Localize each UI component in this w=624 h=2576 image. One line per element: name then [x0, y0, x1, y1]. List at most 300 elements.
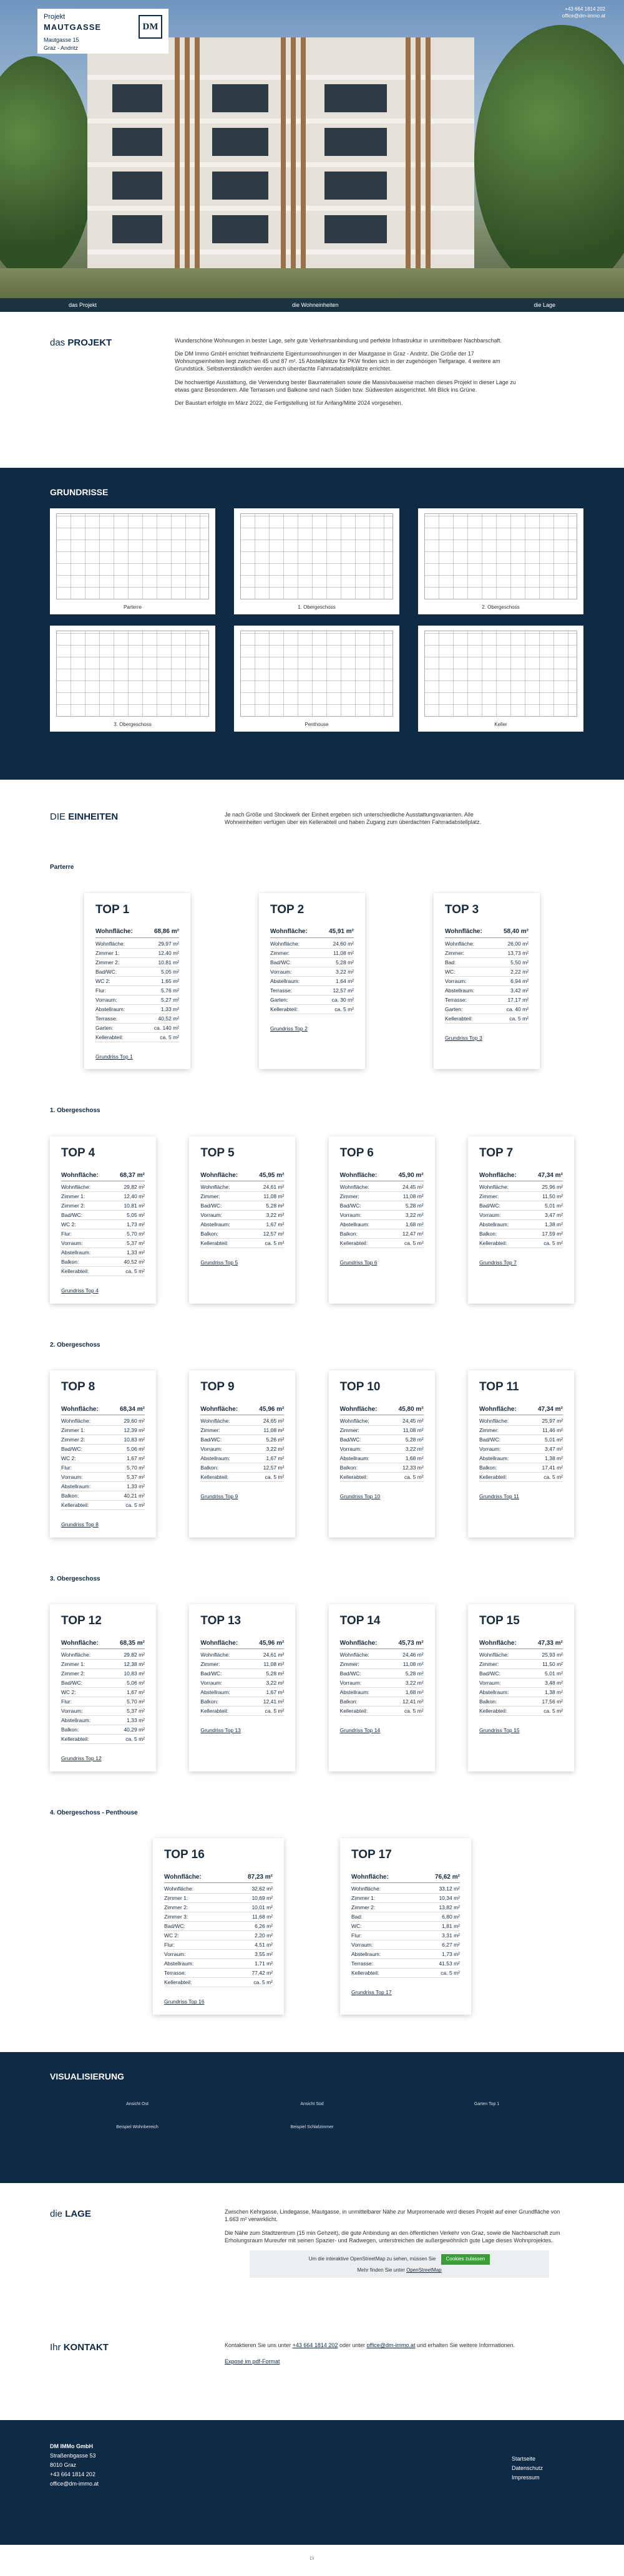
unit-title: TOP 17 — [351, 1848, 392, 1862]
unit-card — [259, 893, 365, 1070]
footer-link-impressum[interactable]: Impressum — [511, 2474, 540, 2481]
plan-caption: Parterre — [124, 604, 142, 611]
unit-room-row: Abstellraum: 1,67 m² — [200, 1688, 284, 1697]
unit-card — [189, 1370, 295, 1537]
floorplan-drawing — [240, 513, 393, 599]
header-email[interactable]: office@dm-immo.at — [562, 12, 605, 19]
unit-room-row: Kellerabteil: ca. 5 m² — [164, 1978, 273, 1987]
plans-grid — [50, 508, 574, 732]
unit-room-row: Kellerabteil: ca. 5 m² — [200, 1707, 284, 1716]
unit-title: TOP 1 — [95, 903, 130, 916]
unit-room-row: Zimmer 2: 10,83 m² — [61, 1435, 145, 1445]
unit-room-row: Wohnfläche: 29,60 m² — [61, 1416, 145, 1426]
unit-room-row: Zimmer 3: 11,68 m² — [164, 1912, 273, 1922]
footer-company: DM IMMo GmbH — [50, 2443, 93, 2449]
floorplan-drawing — [56, 513, 209, 599]
unit-title: TOP 6 — [339, 1146, 374, 1160]
unit-room-row: Zimmer: 11,08 m² — [200, 1426, 284, 1435]
unit-room-row: Abstellraum: 1,38 m² — [479, 1454, 563, 1463]
unit-card — [189, 1136, 295, 1304]
unit-room-row: Vorraum: 3,47 m² — [479, 1211, 563, 1220]
unit-room-row: Abstellraum: 1,33 m² — [61, 1716, 145, 1725]
unit-room-row: Wohnfläche: 24,46 m² — [340, 1650, 424, 1660]
plan-keller[interactable] — [418, 626, 583, 732]
unit-room-row: Abstellraum: 1,67 m² — [200, 1220, 284, 1229]
unit-room-row: Abstellraum: 1,64 m² — [270, 977, 354, 986]
floorplan-link[interactable]: Grundriss Top 16 — [164, 1998, 205, 2005]
unit-room-row: Kellerabteil: ca. 5 m² — [61, 1267, 145, 1276]
unit-title: TOP 13 — [200, 1614, 241, 1628]
unit-card — [50, 1370, 156, 1537]
unit-room-row: Flur: 5,70 m² — [61, 1229, 145, 1239]
unit-room-row: Wohnfläche: 29,82 m² — [61, 1183, 145, 1192]
logo-line2: MAUTGASSE — [44, 22, 102, 32]
footer-links — [512, 2454, 543, 2523]
unit-total: Wohnfläche: 47,34 m² — [479, 1171, 563, 1182]
vis-item-ansicht-sued[interactable]: Ansicht Süd — [300, 2101, 324, 2106]
unit-cards — [50, 893, 574, 1070]
visualisierung-section — [0, 2052, 624, 2183]
dm-logo-mark: DM — [139, 15, 162, 39]
floor-og1 — [50, 1106, 574, 1303]
unit-room-row: Bad/WC: 5,01 m² — [479, 1669, 563, 1678]
lage-p2: Die Nähe zum Stadtzentrum (15 min Gehzeit), die gute Anbindung an den öffentlichen Verkehr von Graz, sowie die Nachbarschaft zum Erholungsraum Mureufer mit seinen Spazier- und Radwegen, unterstreichen die außergewöhnlich gute Lage dieses Wohnprojektes. — [225, 2230, 560, 2244]
floor-label: 2. Obergeschoss — [50, 1341, 100, 1349]
unit-room-row: Bad/WC: 5,06 m² — [61, 1445, 145, 1454]
unit-room-row: Kellerabteil: ca. 5 m² — [270, 1005, 354, 1014]
kontakt-title: Ihr KONTAKT — [50, 2341, 109, 2353]
unit-cards — [50, 1370, 574, 1537]
einheiten-section — [0, 780, 624, 2015]
unit-room-row: Flur: 4,51 m² — [164, 1940, 273, 1950]
lage-title: die LAGE — [50, 2208, 91, 2219]
unit-room-row: Flur: 3,31 m² — [351, 1931, 460, 1940]
unit-room-row: Bad/WC: 6,26 m² — [164, 1922, 273, 1931]
unit-room-row: Abstellraum: 1,73 m² — [351, 1950, 460, 1959]
unit-room-row: Abstellraum: 1,33 m² — [61, 1248, 145, 1257]
unit-total: Wohnfläche: 47,33 m² — [479, 1639, 563, 1650]
plan-og1[interactable] — [234, 508, 399, 614]
unit-room-row: Terrasse: 12,57 m² — [270, 986, 354, 995]
floorplan-link[interactable]: Grundriss Top 9 — [200, 1493, 238, 1500]
kontakt-section — [0, 2327, 624, 2420]
unit-room-row: Abstellraum: 3,42 m² — [445, 986, 529, 995]
unit-room-row: Zimmer: 11,08 m² — [270, 949, 354, 958]
unit-room-row: Abstellraum: 1,38 m² — [479, 1688, 563, 1697]
grundrisse-section — [0, 468, 624, 780]
osm-text: Um die interaktive OpenStreetMap zu sehen, müssen Sie — [308, 2256, 436, 2262]
floorplan-link[interactable]: Grundriss Top 17 — [351, 1989, 392, 1996]
osm-consent-box — [250, 2250, 549, 2278]
projekt-title: das PROJEKT — [50, 337, 112, 348]
footer-link-datenschutz[interactable]: Datenschutz — [511, 2464, 543, 2471]
hero-nav — [0, 298, 624, 312]
unit-room-row: Wohnfläche: 24,61 m² — [200, 1183, 284, 1192]
unit-room-row: Kellerabteil: ca. 5 m² — [61, 1735, 145, 1744]
unit-room-row: Kellerabteil: ca. 5 m² — [200, 1473, 284, 1482]
floor-label: 4. Obergeschoss - Penthouse — [50, 1809, 138, 1816]
logo-line1: Projekt — [44, 13, 66, 21]
unit-room-row: Abstellraum: 1,67 m² — [200, 1454, 284, 1463]
unit-room-row: Bad/WC: 5,01 m² — [479, 1201, 563, 1211]
unit-total: Wohnfläche: 45,96 m² — [200, 1639, 284, 1650]
unit-room-row: Vorraum: 3,22 m² — [270, 967, 354, 977]
grundrisse-title: GRUNDRISSE — [50, 487, 109, 497]
unit-room-row: WC 2: 1,67 m² — [61, 1688, 145, 1697]
unit-card — [434, 893, 540, 1070]
floorplan-link[interactable]: Grundriss Top 11 — [479, 1493, 519, 1500]
unit-room-row: Bad/WC: 5,01 m² — [479, 1435, 563, 1445]
footer-city: 8010 Graz — [50, 2461, 77, 2468]
unit-room-row: Vorraum: 3,22 m² — [340, 1445, 424, 1454]
unit-title: TOP 16 — [164, 1848, 205, 1862]
project-logo[interactable] — [37, 9, 168, 54]
plan-penthouse[interactable] — [234, 626, 399, 732]
unit-card — [189, 1604, 295, 1771]
unit-room-row: Garten: ca. 140 m² — [95, 1024, 179, 1033]
plan-caption: 2. Obergeschoss — [482, 604, 520, 611]
unit-card — [84, 893, 190, 1070]
floorplan-link[interactable]: Grundriss Top 8 — [61, 1521, 99, 1528]
logo-line4: Graz - Andritz — [44, 44, 79, 51]
unit-total: Wohnfläche: 68,34 m² — [61, 1405, 145, 1416]
unit-room-row: Vorraum: 3,22 m² — [340, 1678, 424, 1688]
unit-room-row: Balkon: 40,29 m² — [61, 1725, 145, 1735]
unit-room-row: Vorraum: 5,27 m² — [95, 995, 179, 1005]
floorplan-link[interactable]: Grundriss Top 3 — [445, 1034, 482, 1041]
unit-room-row: Vorraum: 3,48 m² — [479, 1678, 563, 1688]
unit-room-row: Zimmer: 11,46 m² — [479, 1426, 563, 1435]
einheiten-intro: Je nach Größe und Stockwerk der Einheit ergeben sich unterschiedliche Ausstattungsvarianten. Alle Wohneinheiten verfügen über ein Kellerabteil und haben Zugang zum überdachten Fahrradabstellplatz. — [225, 811, 482, 826]
unit-total: Wohnfläche: 87,23 m² — [164, 1873, 273, 1884]
nav-item-projekt[interactable]: das Projekt — [69, 301, 97, 308]
unit-room-row: Balkon: 17,56 m² — [479, 1697, 563, 1707]
plan-caption: 3. Obergeschoss — [114, 722, 152, 728]
unit-room-row: Wohnfläche: 25,96 m² — [479, 1183, 563, 1192]
floorplan-link[interactable]: Grundriss Top 4 — [61, 1287, 99, 1294]
unit-room-row: Vorraum: 6,94 m² — [445, 977, 529, 986]
floor-label: Parterre — [50, 864, 74, 871]
plan-og2[interactable] — [418, 508, 583, 614]
nav-item-wohneinheiten[interactable]: die Wohneinheiten — [292, 301, 339, 308]
footer — [0, 2420, 624, 2545]
unit-room-row: Zimmer 2: 10,81 m² — [61, 1201, 145, 1211]
nav-item-lage[interactable]: die Lage — [534, 301, 555, 308]
unit-room-row: Terrasse: 77,42 m² — [164, 1968, 273, 1978]
unit-total: Wohnfläche: 68,86 m² — [95, 927, 179, 938]
unit-room-row: Bad/WC: 5,28 m² — [340, 1201, 424, 1211]
projekt-p4: Der Baustart erfolgte im März 2022, die Fertigstellung ist für Anfang/Mitte 2024 vorgesehen. — [175, 399, 403, 406]
unit-room-row: WC 2: 2,20 m² — [164, 1931, 273, 1940]
unit-total: Wohnfläche: 45,73 m² — [340, 1639, 424, 1650]
unit-room-row: Garten: ca. 30 m² — [270, 995, 354, 1005]
unit-room-row: Vorraum: 6,27 m² — [351, 1940, 460, 1950]
floorplan-link[interactable]: Grundriss Top 7 — [479, 1259, 517, 1266]
unit-room-row: WC: 2,22 m² — [445, 967, 529, 977]
unit-title: TOP 12 — [61, 1614, 102, 1628]
unit-room-row: Bad/WC: 5,26 m² — [200, 1435, 284, 1445]
unit-total: Wohnfläche: 45,96 m² — [200, 1405, 284, 1416]
unit-cards — [50, 1604, 574, 1771]
osm-link[interactable]: OpenStreetMap — [406, 2267, 442, 2273]
footer-phone[interactable]: +43 664 1814 202 — [50, 2471, 95, 2477]
unit-room-row: WC: 1,81 m² — [351, 1922, 460, 1931]
unit-room-row: WC 2: 1,73 m² — [61, 1220, 145, 1229]
unit-title: TOP 14 — [339, 1614, 381, 1628]
unit-room-row: Balkon: 12,41 m² — [340, 1697, 424, 1707]
unit-total: Wohnfläche: 58,40 m² — [445, 927, 529, 938]
projekt-p2: Die DM Immo GmbH errichtet freifinanzierte Eigentumswohnungen in der Mautgasse in Graz - Andritz. Die Größe der 17 Wohnungseinheiten liegt zwischen 45 und 87 m². 15 Abstellplätze für PKW finden sich in der zugehörigen Tiefgarage. 4 weitere am Grundstück. Selbstverständlich werden auch überdachte Fahrradabstellplätze errichtet. — [175, 351, 500, 372]
unit-room-row: Wohnfläche: 24,45 m² — [340, 1183, 424, 1192]
hero-header — [0, 0, 624, 312]
unit-room-row: Vorraum: 3,22 m² — [200, 1678, 284, 1688]
unit-room-row: Abstellraum: 1,33 m² — [95, 1005, 179, 1014]
lage-p1: Zwischen Kehrgasse, Lindegasse, Mautgasse, in unmittelbarer Nähe zur Murpromenade wird dieses Projekt auf einer Grundfläche von 1.663 m² verwirklicht. — [225, 2208, 560, 2222]
unit-room-row: Balkon: 12,33 m² — [340, 1463, 424, 1473]
unit-room-row: Balkon: 40,21 m² — [61, 1491, 145, 1501]
plan-og3[interactable] — [50, 626, 215, 732]
unit-room-row: Zimmer 1: 12,40 m² — [95, 949, 179, 958]
kontakt-text: Kontaktieren Sie uns unter +43 664 1814 202 oder unter office@dm-immo.at und erhalten Sie weitere Informationen. — [225, 2341, 515, 2348]
unit-room-row: Kellerabteil: ca. 5 m² — [445, 1014, 529, 1024]
unit-room-row: Kellerabteil: ca. 5 m² — [479, 1239, 563, 1248]
unit-room-row: Bad/WC: 5,28 m² — [200, 1669, 284, 1678]
unit-room-row: Terrasse: 41,53 m² — [351, 1959, 460, 1968]
unit-room-row: Bad/WC: 5,05 m² — [61, 1211, 145, 1220]
header-phone[interactable]: +43 664 1814 202 — [565, 6, 605, 12]
unit-room-row: Abstellraum: 1,68 m² — [340, 1688, 424, 1697]
lage-section — [0, 2183, 624, 2327]
unit-room-row: Balkon: 12,57 m² — [200, 1463, 284, 1473]
vis-item-garten-top1[interactable]: Garten Top 1 — [474, 2101, 500, 2106]
unit-room-row: Zimmer 1: 12,39 m² — [61, 1426, 145, 1435]
floorplan-link[interactable]: Grundriss Top 14 — [339, 1727, 381, 1734]
unit-room-row: Zimmer 1: 10,34 m² — [351, 1894, 460, 1903]
unit-room-row: Bad/WC: 5,28 m² — [340, 1435, 424, 1445]
floorplan-link[interactable]: Grundriss Top 13 — [200, 1727, 241, 1734]
unit-room-row: Zimmer: 11,50 m² — [479, 1192, 563, 1201]
unit-room-row: Zimmer 2: 10,01 m² — [164, 1903, 273, 1912]
unit-card — [329, 1370, 435, 1537]
unit-room-row: Zimmer: 11,08 m² — [340, 1426, 424, 1435]
unit-card — [340, 1838, 471, 2015]
bottom-credit: DI — [310, 2556, 314, 2561]
unit-room-row: Zimmer 2: 10,83 m² — [61, 1669, 145, 1678]
plan-caption: Keller — [494, 722, 507, 728]
unit-card — [329, 1136, 435, 1304]
cookies-allow-button[interactable]: Cookies zulassen — [441, 2254, 490, 2265]
logo-line3: Mautgasse 15 — [44, 37, 79, 44]
unit-total: Wohnfläche: 47,34 m² — [479, 1405, 563, 1416]
floorplan-link[interactable]: Grundriss Top 6 — [339, 1259, 378, 1266]
unit-room-row: Terrasse: 17,17 m² — [445, 995, 529, 1005]
unit-room-row: Abstellraum: 1,68 m² — [340, 1220, 424, 1229]
header-contact — [562, 6, 605, 20]
plan-parterre[interactable] — [50, 508, 215, 614]
unit-title: TOP 11 — [479, 1380, 519, 1393]
floorplan-drawing — [56, 631, 209, 717]
unit-room-row: WC 2: 1,65 m² — [95, 977, 179, 986]
unit-room-row: Kellerabteil: ca. 5 m² — [340, 1239, 424, 1248]
floorplan-drawing — [240, 631, 393, 717]
unit-room-row: Bad/WC: 5,28 m² — [200, 1201, 284, 1211]
unit-title: TOP 10 — [339, 1380, 381, 1393]
unit-room-row: Flur: 5,76 m² — [95, 986, 179, 995]
unit-room-row: Kellerabteil: ca. 5 m² — [340, 1473, 424, 1482]
projekt-p3: Die hochwertige Ausstattung, die Verwendung bester Baumaterialien sowie die Massivbauweise machen dieses Projekt in dieser Lage zu etwas ganz Besonderem. Alle Terrassen und Balkone sind nach Süden bzw. Südwesten ausgerichtet. Mit Blick ins Grüne. — [175, 379, 516, 393]
unit-room-row: Wohnfläche: 25,93 m² — [479, 1650, 563, 1660]
unit-room-row: Balkon: 12,57 m² — [200, 1229, 284, 1239]
unit-room-row: Bad/WC: 5,06 m² — [61, 1678, 145, 1688]
unit-room-row: Balkon: 17,41 m² — [479, 1463, 563, 1473]
footer-link-startseite[interactable]: Startseite — [511, 2455, 535, 2462]
unit-room-row: Vorraum: 3,22 m² — [340, 1211, 424, 1220]
unit-room-row: Zimmer 1: 12,40 m² — [61, 1192, 145, 1201]
vis-item-wohnbereich[interactable]: Beispiel Wohnbereich — [116, 2125, 158, 2130]
unit-title: TOP 15 — [479, 1614, 520, 1628]
visualisierung-title: VISUALISIERUNG — [50, 2071, 125, 2081]
unit-room-row: Zimmer: 11,08 m² — [200, 1192, 284, 1201]
unit-room-row: Zimmer: 11,50 m² — [479, 1660, 563, 1669]
unit-room-row: Wohnfläche: 24,60 m² — [270, 939, 354, 949]
unit-room-row: Kellerabteil: ca. 5 m² — [200, 1239, 284, 1248]
unit-card — [50, 1136, 156, 1304]
unit-room-row: Kellerabteil: ca. 5 m² — [61, 1501, 145, 1510]
unit-total: Wohnfläche: 68,35 m² — [61, 1639, 145, 1650]
unit-total: Wohnfläche: 76,62 m² — [351, 1873, 460, 1884]
osm-more: Mehr finden Sie unter — [357, 2267, 405, 2273]
unit-title: TOP 2 — [270, 903, 305, 916]
unit-card — [468, 1136, 574, 1304]
unit-room-row: Zimmer 2: 10,81 m² — [95, 958, 179, 967]
footer-street: Straßenbgasse 53 — [50, 2452, 96, 2459]
unit-room-row: Balkon: 17,59 m² — [479, 1229, 563, 1239]
unit-room-row: Abstellraum: 1,38 m² — [479, 1220, 563, 1229]
unit-total: Wohnfläche: 45,91 m² — [270, 927, 354, 938]
unit-room-row: Terrasse: 40,52 m² — [95, 1014, 179, 1024]
unit-total: Wohnfläche: 45,95 m² — [200, 1171, 284, 1182]
floorplan-link[interactable]: Grundriss Top 1 — [95, 1053, 133, 1060]
unit-room-row: Vorraum: 3,22 m² — [200, 1211, 284, 1220]
unit-room-row: Zimmer 1: 12,38 m² — [61, 1660, 145, 1669]
unit-room-row: Zimmer: 13,73 m² — [445, 949, 529, 958]
unit-title: TOP 7 — [479, 1146, 514, 1160]
unit-title: TOP 9 — [200, 1380, 235, 1393]
unit-room-row: Wohnfläche: 33,12 m² — [351, 1884, 460, 1894]
unit-room-row: Garten: ca. 40 m² — [445, 1005, 529, 1014]
hero-building — [87, 37, 474, 287]
floorplan-link[interactable]: Grundriss Top 15 — [479, 1727, 520, 1734]
unit-card — [468, 1604, 574, 1771]
floorplan-link[interactable]: Grundriss Top 5 — [200, 1259, 238, 1266]
kontakt-phone-link[interactable]: +43 664 1814 202 — [292, 2341, 338, 2348]
floorplan-drawing — [424, 631, 577, 717]
unit-room-row: Bad: 5,50 m² — [445, 958, 529, 967]
unit-room-row: Zimmer: 11,08 m² — [340, 1192, 424, 1201]
unit-room-row: Kellerabteil: ca. 5 m² — [340, 1707, 424, 1716]
floorplan-link[interactable]: Grundriss Top 2 — [270, 1025, 308, 1032]
unit-room-row: Bad/WC: 5,28 m² — [340, 1669, 424, 1678]
unit-room-row: Zimmer: 11,08 m² — [200, 1660, 284, 1669]
unit-total: Wohnfläche: 45,90 m² — [340, 1171, 424, 1182]
unit-room-row: Vorraum: 3,47 m² — [479, 1445, 563, 1454]
unit-card — [153, 1838, 284, 2015]
unit-total: Wohnfläche: 45,80 m² — [340, 1405, 424, 1416]
floor-parterre — [50, 863, 574, 1069]
unit-cards — [50, 1136, 574, 1304]
floor-penthouse — [50, 1809, 574, 2015]
unit-room-row: Vorraum: 3,22 m² — [200, 1445, 284, 1454]
unit-room-row: Kellerabteil: ca. 5 m² — [351, 1968, 460, 1978]
unit-room-row: Abstellraum: 1,68 m² — [340, 1454, 424, 1463]
unit-room-row: Wohnfläche: 29,82 m² — [61, 1650, 145, 1660]
unit-cards — [50, 1838, 574, 2015]
plan-caption: Penthouse — [305, 722, 329, 728]
floor-og3 — [50, 1575, 574, 1771]
projekt-section — [0, 312, 624, 468]
floorplan-link[interactable]: Grundriss Top 10 — [339, 1493, 381, 1500]
unit-room-row: Wohnfläche: 24,45 m² — [340, 1416, 424, 1426]
unit-room-row: Abstellraum: 1,71 m² — [164, 1959, 273, 1968]
unit-room-row: Balkon: 12,47 m² — [340, 1229, 424, 1239]
footer-email[interactable]: office@dm-immo.at — [50, 2480, 99, 2487]
unit-room-row: Zimmer 2: 13,82 m² — [351, 1903, 460, 1912]
unit-room-row: Wohnfläche: 26,00 m² — [445, 939, 529, 949]
einheiten-title: DIE EINHEITEN — [50, 811, 119, 822]
projekt-text — [175, 337, 524, 468]
unit-title: TOP 5 — [200, 1146, 235, 1160]
unit-room-row: Kellerabteil: ca. 5 m² — [95, 1033, 179, 1042]
floorplan-drawing — [424, 513, 577, 599]
unit-card — [468, 1370, 574, 1537]
floor-label: 3. Obergeschoss — [50, 1575, 100, 1582]
floor-og2 — [50, 1341, 574, 1537]
unit-room-row: Flur: 5,70 m² — [61, 1463, 145, 1473]
unit-room-row: Zimmer 1: 10,69 m² — [164, 1894, 273, 1903]
unit-room-row: Wohnfläche: 25,97 m² — [479, 1416, 563, 1426]
unit-room-row: Wohnfläche: 24,65 m² — [200, 1416, 284, 1426]
projekt-p1: Wunderschöne Wohnungen in bester Lage, sehr gute Verkehrsanbindung und perfekte Infrastruktur in unmittelbarer Nachbarschaft. — [175, 337, 502, 344]
footer-address — [50, 2442, 99, 2523]
unit-title: TOP 3 — [445, 903, 479, 916]
kontakt-email-link[interactable]: office@dm-immo.at — [366, 2341, 416, 2348]
unit-room-row: Kellerabteil: ca. 5 m² — [479, 1473, 563, 1482]
unit-room-row: Vorraum: 3,55 m² — [164, 1950, 273, 1959]
floor-label: 1. Obergeschoss — [50, 1107, 100, 1115]
unit-card — [329, 1604, 435, 1771]
unit-room-row: Balkon: 40,52 m² — [61, 1257, 145, 1267]
floorplan-link[interactable]: Grundriss Top 12 — [61, 1755, 102, 1762]
unit-room-row: Zimmer: 11,08 m² — [340, 1660, 424, 1669]
unit-room-row: Bad/WC: 5,05 m² — [95, 967, 179, 977]
unit-room-row: Wohnfläche: 29,97 m² — [95, 939, 179, 949]
unit-total: Wohnfläche: 68,37 m² — [61, 1171, 145, 1182]
unit-room-row: Vorraum: 5,37 m² — [61, 1239, 145, 1248]
unit-room-row: Vorraum: 5,37 m² — [61, 1707, 145, 1716]
unit-room-row: Bad: 6,80 m² — [351, 1912, 460, 1922]
plan-caption: 1. Obergeschoss — [298, 604, 336, 611]
unit-title: TOP 4 — [61, 1146, 95, 1160]
unit-room-row: Kellerabteil: ca. 5 m² — [479, 1707, 563, 1716]
vis-item-ansicht-ost[interactable]: Ansicht Ost — [126, 2101, 149, 2106]
unit-room-row: Balkon: 12,41 m² — [200, 1697, 284, 1707]
unit-room-row: Wohnfläche: 32,62 m² — [164, 1884, 273, 1894]
vis-item-schlafzimmer[interactable]: Beispiel Schlafzimmer — [290, 2125, 334, 2130]
unit-room-row: Flur: 5,70 m² — [61, 1697, 145, 1707]
unit-title: TOP 8 — [61, 1380, 95, 1393]
unit-room-row: Wohnfläche: 24,61 m² — [200, 1650, 284, 1660]
expose-pdf-link[interactable]: Exposé im pdf-Format — [225, 2358, 280, 2365]
